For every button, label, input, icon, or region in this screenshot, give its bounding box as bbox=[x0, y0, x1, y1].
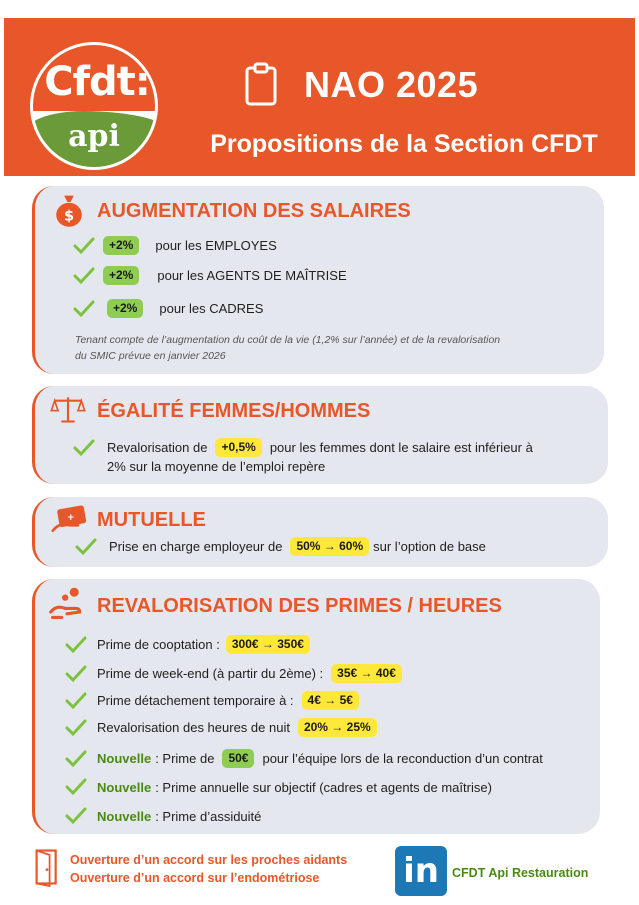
linkedin-icon[interactable]: in bbox=[395, 846, 447, 896]
check-icon bbox=[73, 267, 95, 285]
nouvelle-label: Nouvelle bbox=[97, 779, 152, 795]
primes-row-nouvelle-1 bbox=[65, 749, 543, 768]
primes-text-nuit: Revalorisation des heures de nuit bbox=[97, 720, 290, 735]
mutuelle-prefix: Prise en charge employeur de bbox=[109, 539, 283, 554]
primes-row-nuit bbox=[65, 718, 377, 737]
check-icon bbox=[65, 692, 87, 710]
egalite-pill: +0,5% bbox=[215, 438, 261, 457]
card-mutuelle bbox=[32, 497, 608, 567]
primes-new1-pill: 50€ bbox=[222, 749, 254, 768]
check-icon bbox=[73, 300, 95, 318]
hand-coins-icon bbox=[49, 585, 85, 621]
primes-row-cooptation bbox=[65, 635, 310, 654]
door-icon bbox=[34, 846, 60, 888]
salaires-note-line1: Tenant compte de l’augmentation du coût de la vie (1,2% sur l’année) et de la revalorisation bbox=[75, 334, 501, 346]
salaires-note-line2: du SMIC prévue en janvier 2026 bbox=[75, 350, 226, 362]
check-icon bbox=[65, 750, 87, 768]
egalite-row bbox=[73, 438, 533, 457]
primes-new3-text: : Prime d’assiduité bbox=[155, 808, 262, 824]
page-title: NAO 2025 bbox=[304, 64, 479, 105]
primes-pill-cooptation: 300€ → 350€ bbox=[226, 635, 310, 654]
primes-row-nouvelle-3 bbox=[65, 807, 261, 825]
salaires-row-cadres bbox=[73, 299, 263, 318]
salaires-title: AUGMENTATION DES SALAIRES bbox=[97, 200, 411, 222]
check-icon bbox=[65, 665, 87, 683]
health-card-icon bbox=[51, 505, 87, 533]
check-icon bbox=[65, 719, 87, 737]
card-salaires bbox=[32, 186, 604, 374]
primes-row-weekend bbox=[65, 664, 402, 683]
footer-line-endometriose: Ouverture d’un accord sur l’endométriose bbox=[70, 871, 320, 885]
egalite-title: ÉGALITÉ FEMMES/HOMMES bbox=[97, 400, 371, 422]
page-subtitle: Propositions de la Section CFDT bbox=[210, 130, 598, 158]
primes-text-cooptation: Prime de cooptation : bbox=[97, 637, 220, 652]
check-icon bbox=[73, 237, 95, 255]
primes-title: REVALORISATION DES PRIMES / HEURES bbox=[97, 595, 502, 617]
primes-pill-weekend: 35€ → 40€ bbox=[331, 664, 402, 683]
primes-pill-nuit: 20% → 25% bbox=[298, 718, 377, 737]
header-banner bbox=[4, 18, 635, 176]
mutuelle-row bbox=[75, 537, 486, 556]
primes-text-detachement: Prime détachement temporaire à : bbox=[97, 693, 294, 708]
primes-pill-detachement: 4€ → 5€ bbox=[302, 691, 359, 710]
primes-new2-text: : Prime annuelle sur objectif (cadres et agents de maîtrise) bbox=[155, 779, 492, 795]
primes-new1-suffix: pour l’équipe lors de la reconduction d’un contrat bbox=[262, 751, 543, 766]
primes-new1-prefix: : Prime de bbox=[155, 751, 215, 766]
salaires-pill-cadres: +2% bbox=[107, 299, 143, 318]
card-primes bbox=[32, 579, 600, 834]
mutuelle-title: MUTUELLE bbox=[97, 509, 206, 531]
check-icon bbox=[75, 538, 97, 556]
check-icon bbox=[65, 807, 87, 825]
card-egalite bbox=[32, 386, 608, 484]
primes-row-nouvelle-2 bbox=[65, 778, 492, 796]
nouvelle-label: Nouvelle bbox=[97, 808, 152, 824]
top-margin bbox=[0, 0, 639, 18]
logo-sub-text: api bbox=[68, 119, 120, 154]
salaires-text-maitrise: pour les AGENTS DE MAÎTRISE bbox=[157, 268, 347, 283]
salaires-row-maitrise bbox=[73, 266, 347, 285]
egalite-suffix: pour les femmes dont le salaire est inférieur à bbox=[269, 440, 533, 455]
primes-row-detachement bbox=[65, 691, 359, 710]
salaires-text-employes: pour les EMPLOYES bbox=[155, 238, 277, 253]
salaires-pill-employes: +2% bbox=[103, 236, 139, 255]
footer-line-aidants: Ouverture d’un accord sur les proches aidants bbox=[70, 853, 348, 867]
check-icon bbox=[65, 636, 87, 654]
logo-brand-text: Cfdt: bbox=[44, 59, 150, 105]
clipboard-icon bbox=[245, 62, 277, 106]
salaires-text-cadres: pour les CADRES bbox=[159, 301, 264, 316]
egalite-prefix: Revalorisation de bbox=[107, 440, 208, 455]
egalite-line2: 2% sur la moyenne de l’emploi repère bbox=[107, 459, 326, 474]
svg-text:+: + bbox=[67, 512, 75, 523]
mutuelle-pill: 50% → 60% bbox=[290, 537, 369, 556]
salaires-row-employes bbox=[73, 236, 277, 255]
salaires-note bbox=[75, 332, 595, 364]
mutuelle-suffix: sur l’option de base bbox=[373, 539, 486, 554]
check-icon bbox=[73, 439, 95, 457]
scales-icon bbox=[49, 394, 87, 424]
primes-text-weekend: Prime de week-end (à partir du 2ème) : bbox=[97, 666, 324, 681]
money-bag-icon bbox=[53, 192, 85, 228]
cfdt-api-logo bbox=[30, 42, 158, 170]
salaires-pill-maitrise: +2% bbox=[103, 266, 139, 285]
linkedin-label[interactable]: CFDT Api Restauration bbox=[452, 866, 589, 880]
nouvelle-label: Nouvelle bbox=[97, 751, 152, 766]
svg-text:$: $ bbox=[63, 208, 75, 225]
check-icon bbox=[65, 778, 87, 796]
